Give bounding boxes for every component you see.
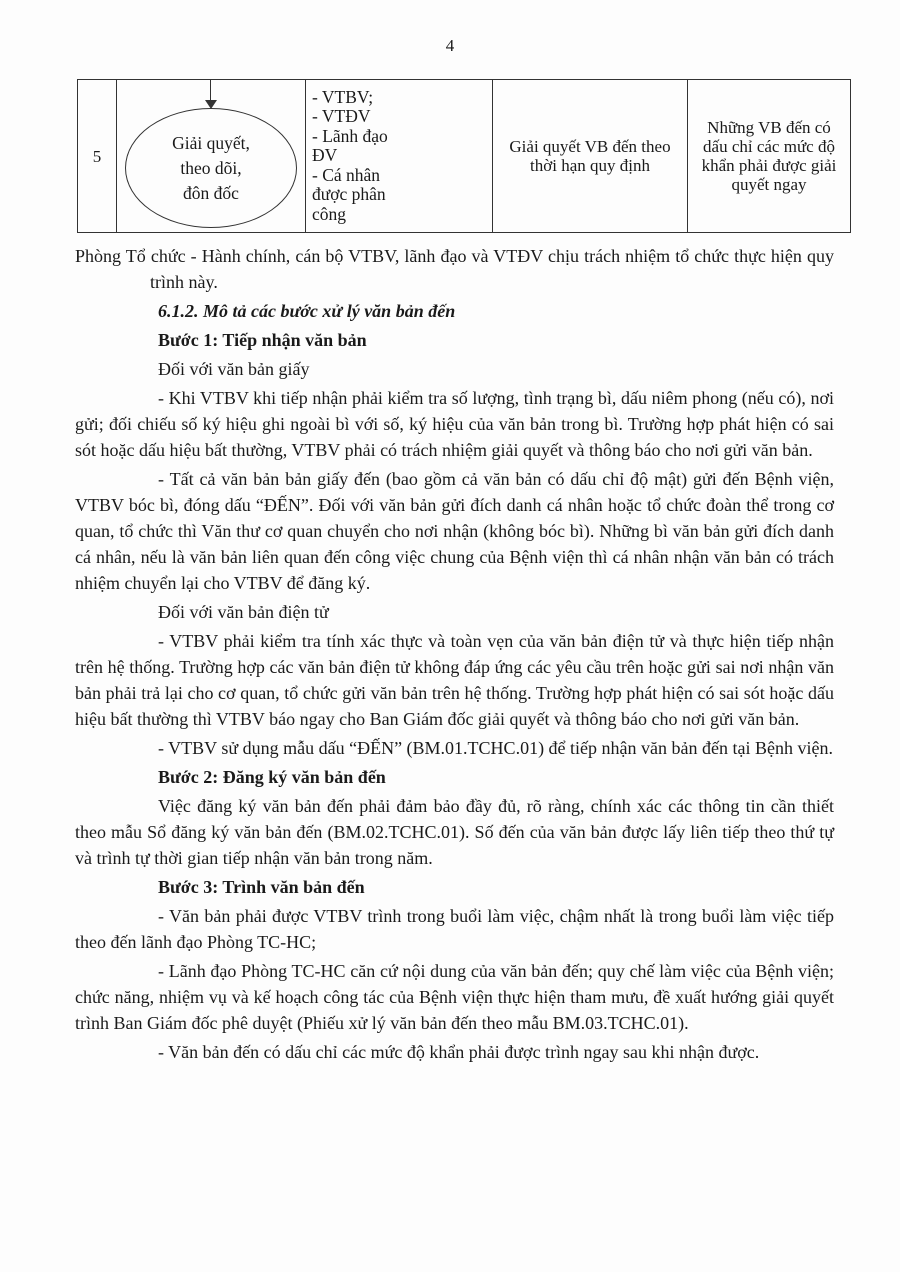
process-table bbox=[77, 79, 851, 233]
description-cell bbox=[493, 80, 688, 233]
step3-paragraph-3: - Văn bản đến có dấu chỉ các mức độ khẩn phải được trình ngay sau khi nhận được. bbox=[158, 1042, 760, 1062]
step2-title: Bước 2: Đăng ký văn bản đến bbox=[158, 767, 386, 787]
flow-step-line: Giải quyết, bbox=[172, 132, 250, 153]
responsible-item: - VTBV; bbox=[312, 86, 374, 107]
responsible-item: - Cá nhân được phân công bbox=[312, 164, 386, 224]
flow-step-oval bbox=[125, 108, 297, 228]
description-text: Giải quyết VB đến theo thời hạn quy định bbox=[509, 137, 671, 175]
paper-heading: Đối với văn bản giấy bbox=[158, 359, 310, 379]
responsible-item: - Lãnh đạo ĐV bbox=[312, 125, 388, 166]
step-number-cell: 5 bbox=[78, 80, 117, 233]
flow-step-line: đôn đốc bbox=[183, 182, 239, 203]
electronic-paragraph-2: - VTBV sử dụng mẫu dấu “ĐẾN” (BM.01.TCHC.01) để tiếp nhận văn bản đến tại Bệnh viện. bbox=[158, 738, 833, 758]
flow-step-line: theo dõi, bbox=[180, 157, 242, 178]
paper-paragraph-1: - Khi VTBV khi tiếp nhận phải kiểm tra số lượng, tình trạng bì, dấu niêm phong (nếu có), nơi gửi; đối chiếu số ký hiệu ghi ngoài bì với số, ký hiệu của văn bản trong bì. Trường hợp phát hiện có sai sót hoặc dấu hiệu bất thường, VTBV phải có trách nhiệm giải quyết và thông báo cho nơi gửi văn bản. bbox=[75, 388, 834, 460]
step3-paragraph-2: - Lãnh đạo Phòng TC-HC căn cứ nội dung của văn bản đến; quy chế làm việc của Bệnh viện; chức năng, nhiệm vụ và kế hoạch công tác của Bệnh viện thực hiện tham mưu, đề xuất hướng giải quyết trình Ban Giám đốc phê duyệt (Phiếu xử lý văn bản đến theo mẫu BM.03.TCHC.01). bbox=[75, 961, 834, 1033]
responsible-cell bbox=[306, 80, 493, 233]
electronic-heading: Đối với văn bản điện tử bbox=[158, 602, 329, 622]
page-number: 4 bbox=[445, 36, 455, 55]
step1-title: Bước 1: Tiếp nhận văn bản bbox=[158, 330, 367, 350]
table-row bbox=[78, 80, 851, 233]
flow-arrow-line bbox=[210, 80, 211, 102]
electronic-paragraph-1: - VTBV phải kiểm tra tính xác thực và toàn vẹn của văn bản điện tử và thực hiện tiếp nhận trên hệ thống. Trường hợp các văn bản điện tử không đáp ứng các yêu cầu trên hoặc gửi sai nơi nhận văn bản phải trả lại cho cơ quan, tổ chức gửi văn bản trên hệ thống. Trường hợp phát hiện có sai sót hoặc dấu hiệu bất thường thì VTBV báo ngay cho Ban Giám đốc giải quyết và thông báo cho nơi gửi văn bản. bbox=[75, 631, 834, 729]
responsible-item: - VTĐV bbox=[312, 106, 371, 127]
note-text: Những VB đến có dấu chỉ các mức độ khẩn phải được giải quyết ngay bbox=[701, 118, 837, 194]
step3-title: Bước 3: Trình văn bản đến bbox=[158, 877, 365, 897]
document-body bbox=[75, 243, 834, 1068]
paper-paragraph-2: - Tất cả văn bản bản giấy đến (bao gồm cả văn bản có dấu chỉ độ mật) gửi đến Bệnh viện, VTBV bóc bì, đóng dấu “ĐẾN”. Đối với văn bản gửi đích danh cá nhân hoặc tổ chức đoàn thể trong cơ quan, tổ chức thì Văn thư cơ quan chuyển cho nơi nhận (không bóc bì). Những bì văn bản gửi đích danh cá nhân, nếu là văn bản liên quan đến công việc chung của Bệnh viện thì cá nhân nhận văn bản có trách nhiệm chuyển lại cho VTBV để đăng ký. bbox=[75, 469, 834, 593]
flowchart-cell bbox=[117, 80, 306, 233]
intro-paragraph: Phòng Tổ chức - Hành chính, cán bộ VTBV, lãnh đạo và VTĐV chịu trách nhiệm tổ chức thực hiện quy trình này. bbox=[75, 246, 834, 292]
section-title: 6.1.2. Mô tả các bước xử lý văn bản đến bbox=[158, 301, 456, 321]
note-cell bbox=[688, 80, 851, 233]
step2-paragraph: Việc đăng ký văn bản đến phải đảm bảo đầy đủ, rõ ràng, chính xác các thông tin cần thiết theo mẫu Sổ đăng ký văn bản đến (BM.02.TCHC.01). Số đến của văn bản được lấy liên tiếp theo thứ tự và trình tự thời gian tiếp nhận văn bản trong năm. bbox=[75, 796, 834, 868]
step3-paragraph-1: - Văn bản phải được VTBV trình trong buổi làm việc, chậm nhất là trong buổi làm việc tiếp theo đến lãnh đạo Phòng TC-HC; bbox=[75, 906, 834, 952]
